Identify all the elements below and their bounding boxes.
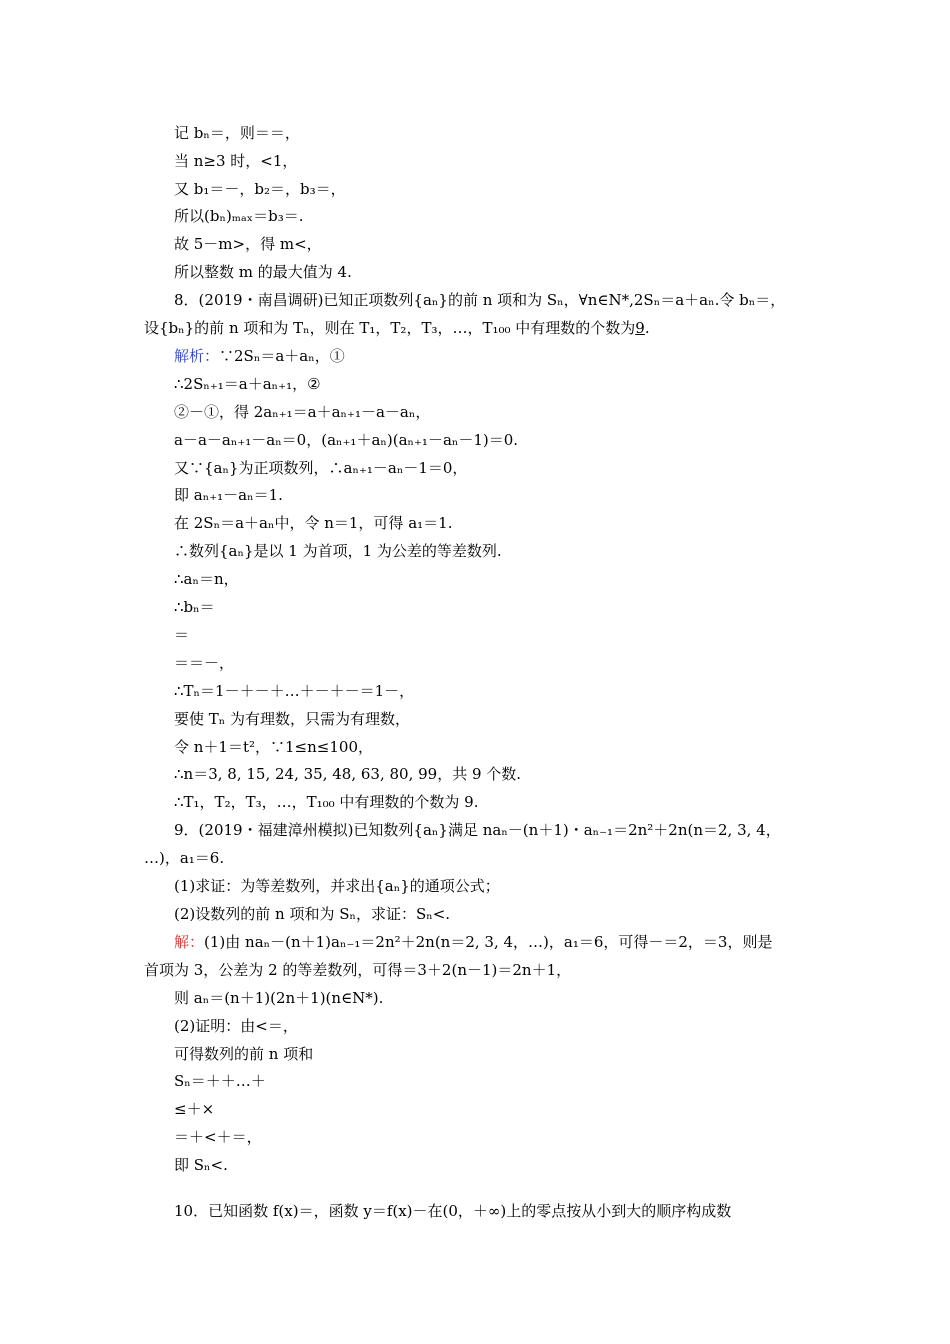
analysis-line: [174, 346, 345, 366]
text-line: (1)求证：为等差数列，并求出{aₙ}的通项公式；: [174, 877, 500, 895]
text-line: 首项为 3，公差为 2 的等差数列，可得＝3＋2(n－1)＝2n＋1，: [144, 961, 572, 979]
analysis-text: ∵2Sₙ＝a＋aₙ，①: [219, 347, 345, 365]
text-line: ∴T₁，T₂，T₃，…，T₁₀₀ 中有理数的个数为 9.: [174, 793, 479, 811]
text-line: 故 5－m>，得 m<，: [174, 235, 322, 253]
text-line: 在 2Sₙ＝a＋aₙ中，令 n＝1，可得 a₁＝1.: [174, 514, 453, 532]
text-line: ∴bₙ＝: [174, 598, 215, 616]
text-line: (2)设数列的前 n 项和为 Sₙ，求证：Sₙ<.: [174, 905, 451, 923]
text-line: 即 aₙ₊₁－aₙ＝1.: [174, 486, 283, 504]
text-line: ＝＋<＋＝，: [174, 1128, 262, 1146]
text-line: 令 n＋1＝t²，∵1≤n≤100，: [174, 738, 373, 756]
text-line: 记 bₙ＝，则＝＝，: [174, 124, 300, 142]
text-line: ∴Tₙ＝1－＋－＋…＋－＋－＝1－，: [174, 682, 415, 700]
problem-9-statement-cont: …)，a₁＝6.: [144, 849, 225, 867]
solution-line: [174, 932, 772, 952]
text-line: ∴数列{aₙ}是以 1 为首项，1 为公差的等差数列.: [174, 542, 502, 560]
text-line: ∴aₙ＝n，: [174, 570, 239, 588]
text-line: 要使 Tₙ 为有理数，只需为有理数，: [174, 710, 411, 728]
text-line: 所以(bₙ)ₘₐₓ＝b₃＝.: [174, 207, 304, 225]
solution-text: (1)由 naₙ－(n＋1)aₙ₋₁＝2n²＋2n(n＝2, 3, 4，…)，a₁＝6，可得－＝2，＝3，则是: [204, 933, 773, 951]
text-line: ②－①，得 2aₙ₊₁＝a＋aₙ₊₁－a－aₙ，: [174, 403, 431, 421]
text-line: 即 Sₙ<.: [174, 1156, 228, 1174]
text-line: 可得数列的前 n 项和: [174, 1045, 314, 1063]
text-line: a－a－aₙ₊₁－aₙ＝0，(aₙ₊₁＋aₙ)(aₙ₊₁－aₙ－1)＝0.: [174, 431, 519, 449]
text-line: 又 b₁＝－，b₂＝，b₃＝，: [174, 180, 346, 198]
problem-8-statement: 8．(2019・南昌调研)已知正项数列{aₙ}的前 n 项和为 Sₙ，∀n∈N*,2Sₙ＝a＋aₙ.令 bₙ＝，: [174, 291, 786, 309]
text-line: (2)证明：由<＝，: [174, 1017, 298, 1035]
text-line: 又∵{aₙ}为正项数列，∴aₙ₊₁－aₙ－1＝0，: [174, 459, 468, 477]
text-line: ∴2Sₙ₊₁＝a＋aₙ₊₁，②: [174, 375, 321, 393]
statement-text: 设{bₙ}的前 n 项和为 Tₙ，则在 T₁，T₂，T₃，…，T₁₀₀ 中有理数的个数为: [144, 319, 636, 337]
solution-label: 解：: [174, 933, 205, 951]
problem-10-statement: 10．已知函数 f(x)＝，函数 y＝f(x)－在(0，＋∞)上的零点按从小到大的顺序构成数: [174, 1202, 732, 1220]
text-line: Sₙ＝＋＋…＋: [174, 1072, 266, 1090]
problem-9-statement: 9．(2019・福建漳州模拟)已知数列{aₙ}满足 naₙ－(n＋1)・aₙ₋₁＝2n²＋2n(n＝2, 3, 4，: [174, 821, 781, 839]
analysis-label: 解析：: [174, 347, 220, 365]
text-line: ＝: [174, 626, 190, 644]
statement-end: .: [644, 319, 650, 337]
text-line: ∴n＝3, 8, 15, 24, 35, 48, 63, 80, 99，共 9 个数.: [174, 765, 522, 783]
answer-underlined: 9: [635, 319, 645, 337]
text-line: 则 aₙ＝(n＋1)(2n＋1)(n∈N*).: [174, 989, 384, 1007]
text-line: 所以整数 m 的最大值为 4.: [174, 263, 352, 281]
problem-8-statement-cont: [144, 318, 650, 338]
text-line: ≤＋×: [174, 1100, 215, 1118]
text-line: ＝＝－，: [174, 654, 235, 672]
text-line: 当 n≥3 时，<1，: [174, 152, 298, 170]
